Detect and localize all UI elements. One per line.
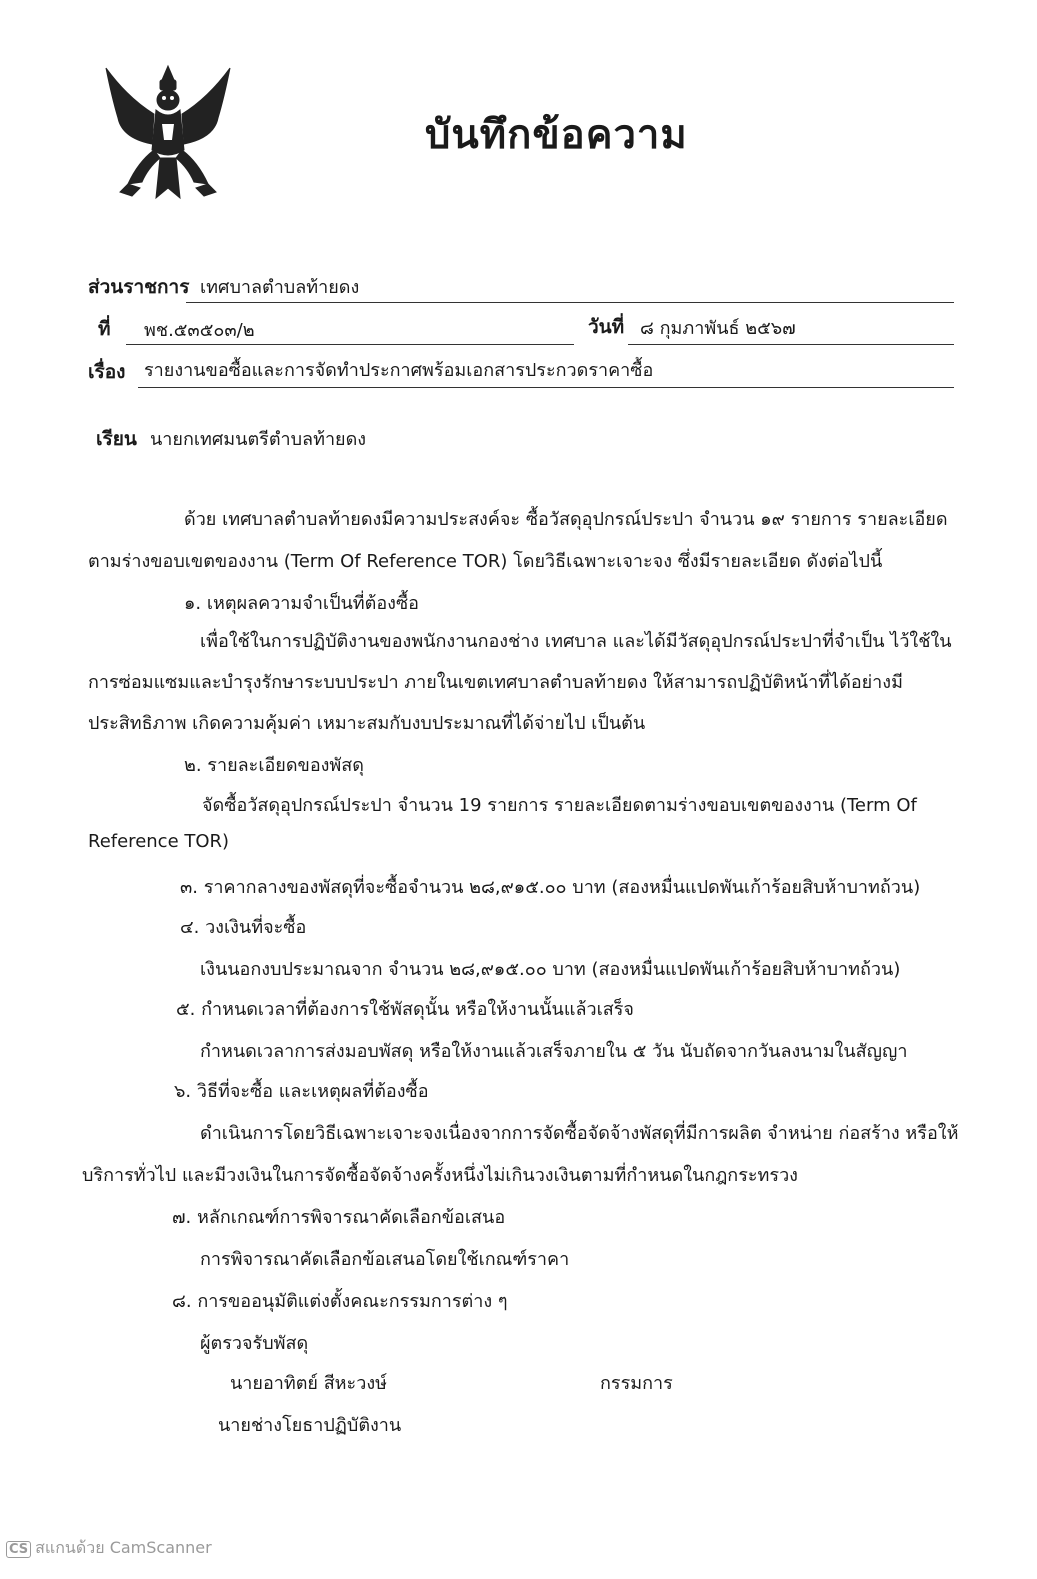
section-4-line-1: เงินนอกงบประมาณจาก จำนวน ๒๘,๙๑๕.๐๐ บาท (สองหมื่นแปดพันเก้าร้อยสิบห้าบาทถ้วน) [200,959,901,980]
committee-member-role: กรรมการ [600,1373,673,1394]
agency-value: เทศบาลตำบลท้ายดง [200,277,360,298]
subject-value: รายงานขอซื้อและการจัดทำประกาศพร้อมเอกสารประกวดราคาซื้อ [144,360,654,381]
section-2-line-1: จัดซื้อวัสดุอุปกรณ์ประปา จำนวน 19 รายการ รายละเอียดตามร่างขอบเขตของงาน (Term Of [202,795,917,816]
section-8-heading: ๘. การขออนุมัติแต่งตั้งคณะกรรมการต่าง ๆ [172,1291,508,1312]
section-1-line-2: การซ่อมแซมและบำรุงรักษาระบบประปา ภายในเขตเทศบาลตำบลท้ายดง ให้สามารถปฏิบัติหน้าที่ได้อย่างมี [88,672,903,693]
section-4-heading: ๔. วงเงินที่จะซื้อ [180,917,307,938]
intro-line-2: ตามร่างขอบเขตของงาน (Term Of Reference TOR) โดยวิธีเฉพาะเจาะจง ซึ่งมีรายละเอียด ดังต่อไปนี้ [88,551,883,572]
ref-underline [126,344,574,345]
section-1-line-3: ประสิทธิภาพ เกิดความคุ้มค่า เหมาะสมกับงบประมาณที่ได้จ่ายไป เป็นต้น [88,713,646,734]
camscanner-watermark [6,1536,212,1561]
section-5-heading: ๕. กำหนดเวลาที่ต้องการใช้พัสดุนั้น หรือให้งานนั้นแล้วเสร็จ [176,999,634,1020]
to-value: นายกเทศมนตรีตำบลท้ายดง [150,429,367,450]
page-title: บันทึกข้อความ [425,112,688,158]
section-2-line-2: Reference TOR) [88,831,230,852]
intro-line-1: ด้วย เทศบาลตำบลท้ายดงมีความประสงค์จะ ซื้อวัสดุอุปกรณ์ประปา จำนวน ๑๙ รายการ รายละเอียด [184,509,948,530]
agency-label: ส่วนราชการ [88,276,190,298]
ref-label: ที่ [98,318,111,340]
agency-underline [186,302,954,303]
section-6-line-1: ดำเนินการโดยวิธีเฉพาะเจาะจงเนื่องจากการจัดซื้อจัดจ้างพัสดุที่มีการผลิต จำหน่าย ก่อสร้าง หรือให้ [200,1123,959,1144]
subject-underline [138,387,954,388]
date-label: วันที่ [588,316,625,338]
section-2-heading: ๒. รายละเอียดของพัสดุ [184,755,364,776]
section-5-line-1: กำหนดเวลาการส่งมอบพัสดุ หรือให้งานแล้วเสร็จภายใน ๕ วัน นับถัดจากวันลงนามในสัญญา [200,1041,908,1062]
date-underline [628,344,954,345]
section-6-line-2: บริการทั่วไป และมีวงเงินในการจัดซื้อจัดจ้างครั้งหนึ่งไม่เกินวงเงินตามที่กำหนดในกฎกระทรวง [82,1165,798,1186]
committee-member-position: นายช่างโยธาปฏิบัติงาน [218,1415,402,1436]
section-1-line-1: เพื่อใช้ในการปฏิบัติงานของพนักงานกองช่าง เทศบาล และได้มีวัสดุอุปกรณ์ประปาที่จำเป็น ไว้ใช้ใน [200,631,952,652]
to-label: เรียน [96,428,137,450]
section-7-line-1: การพิจารณาคัดเลือกข้อเสนอโดยใช้เกณฑ์ราคา [200,1249,570,1270]
subject-label: เรื่อง [88,361,126,383]
section-6-heading: ๖. วิธีที่จะซื้อ และเหตุผลที่ต้องซื้อ [174,1081,429,1102]
section-3-heading: ๓. ราคากลางของพัสดุที่จะซื้อจำนวน ๒๘,๙๑๕.๐๐ บาท (สองหมื่นแปดพันเก้าร้อยสิบห้าบาทถ้วน) [180,877,921,898]
camscanner-text: สแกนด้วย CamScanner [35,1538,212,1557]
date-value: ๘ กุมภาพันธ์ ๒๕๖๗ [640,318,796,339]
section-1-heading: ๑. เหตุผลความจำเป็นที่ต้องซื้อ [184,593,419,614]
section-7-heading: ๗. หลักเกณฑ์การพิจารณาคัดเลือกข้อเสนอ [172,1207,506,1228]
ref-value: พช.๕๓๕๐๓/๒ [144,320,255,341]
garuda-emblem-icon [98,58,238,206]
section-8-subheading: ผู้ตรวจรับพัสดุ [200,1333,309,1354]
camscanner-logo-icon: CS [6,1541,31,1558]
committee-member-name: นายอาทิตย์ สีหะวงษ์ [230,1373,387,1394]
